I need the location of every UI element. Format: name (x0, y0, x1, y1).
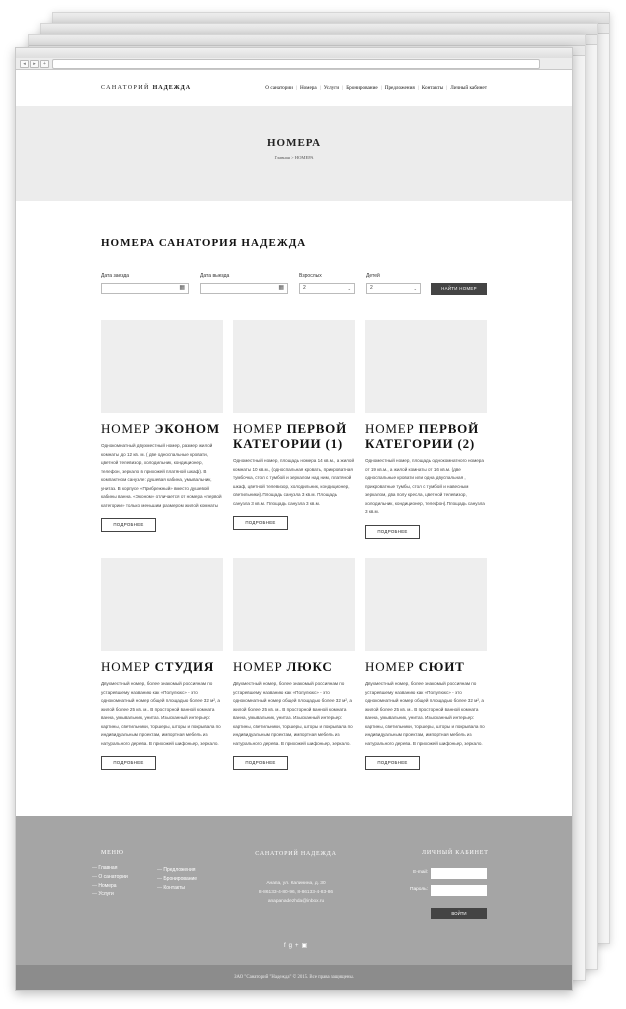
find-room-button[interactable]: НАЙТИ НОМЕР (431, 283, 487, 295)
room-image[interactable] (365, 320, 487, 413)
nav-item-offers[interactable]: Предложения (384, 85, 415, 91)
details-button[interactable]: ПОДРОБНЕЕ (365, 756, 420, 770)
footer-link-services[interactable]: — Услуги (92, 890, 128, 899)
facebook-icon[interactable]: f (284, 943, 289, 949)
email-label: E-mail: (413, 870, 428, 875)
main-nav: О санатории | Номера | Услуги | Бронирование | Предложения | Контакты | Личный кабинет (265, 85, 487, 91)
social-icons (284, 942, 310, 949)
calendar-icon[interactable]: ▦ (278, 285, 284, 291)
page-hero (16, 107, 572, 201)
adults-select[interactable]: 2 ⌄ (299, 283, 355, 294)
nav-item-account[interactable]: Личный кабинет (450, 85, 487, 91)
details-button[interactable]: ПОДРОБНЕЕ (233, 516, 288, 530)
breadcrumb[interactable]: Главная > НОМЕРА (274, 155, 314, 160)
footer-address: Анапа, ул. Калинина, д. 30 (266, 881, 326, 886)
browser-toolbar (16, 58, 572, 70)
copyright-bar: ЗАО "Санаторий "Надежда" © 2015. Все права защищены. (16, 965, 572, 990)
footer-link-contacts[interactable]: — Контакты (157, 884, 197, 893)
room-image[interactable] (101, 558, 223, 651)
room-description: Двухместный номер, более знакомый россиянам по устаревшему названию как «Полулюкс» - это однокомнатный номер общей площадью более 32 м², а жилой более 25 кв. м.. В просторной ванной комната ванна, умывальник, унитаз. Изысканный интерьер: картины, светильники, торшеры, шторы и покрывала по индивидуальным проектам, импортная мебель из натурального дерева. В прихожей шифоньер, зеркало. (233, 681, 353, 746)
checkin-date-field[interactable] (101, 283, 189, 294)
footer-link-home[interactable]: — Главная (92, 864, 128, 873)
footer-email[interactable]: anapanadezhda@inbox.ru (267, 899, 325, 904)
checkin-label: Дата заезда (101, 273, 130, 279)
section-title: НОМЕРА САНАТОРИЯ НАДЕЖДА (101, 237, 307, 249)
nav-item-booking[interactable]: Бронирование (346, 85, 378, 91)
address-bar[interactable] (52, 59, 540, 69)
footer-link-rooms[interactable]: — Номера (92, 882, 128, 891)
details-button[interactable]: ПОДРОБНЕЕ (101, 518, 156, 532)
room-image[interactable] (365, 558, 487, 651)
room-description: Одноместный номер, площадь номера 14 кв.м., а жилой комнаты 10 кв.м., (односпальная кровать, прикроватная тумбочка, стол с тумбой и зеркалом над ним, платяной шкаф, цветной телевизор, холодильник, кондиционер, светильники).Площадь санузла 3 кв.м. Площадь санузла 3 кв.м. Площадь санузла 3 кв.м. (233, 458, 355, 506)
room-card (365, 320, 487, 539)
forward-icon[interactable]: ▸ (30, 60, 39, 68)
nav-item-rooms[interactable]: Номера (299, 85, 317, 91)
login-email-input[interactable] (431, 868, 487, 879)
login-button[interactable]: ВОЙТИ (431, 908, 487, 919)
footer-link-booking[interactable]: — Бронирование (157, 875, 197, 884)
room-description: Однокомнатный двухместный номер, размер жилой комнаты до 12 кв. м. ( две односпальные кровати, цветной телевизор, холодильник, кондиционер, телефон, зеркало в прихожей платяной шкаф). В компактном санузле: душевая кабина, умывальник, унитаз. В корпусе «Прибрежный» вместо душевой кабины ванна. «Эконом» отличается от номера «первой категории» только меньшим размером жилой комнаты (101, 443, 222, 508)
chevron-down-icon: ⌄ (413, 286, 417, 291)
room-description: Двухместный номер, более знакомый россиянам по устаревшему названию как «Полулюкс» - это однокомнатный номер общей площадью более 32 м², а жилой более 25 кв. м.. В просторной ванной комната ванна, умывальник, унитаз. Изысканный интерьер: картины, светильники, торшеры, шторы и покрывала по индивидуальным проектам, импортная мебель из натурального дерева. В прихожей шифоньер, зеркало. (101, 681, 221, 746)
room-title[interactable]: НОМЕР СЮИТ (365, 659, 465, 674)
window-titlebar (16, 48, 572, 58)
room-image[interactable] (101, 320, 223, 413)
room-image[interactable] (233, 320, 355, 413)
footer-menu-col2 (157, 866, 197, 892)
room-description: Одноместный номер, площадь однокомнатного номера от 19 кв.м., а жилой комнаты от 16 кв.м. (две односпальные кровати или одна двуспальная , прикроватные тумбы, стол с тумбой и навесным зеркалом, два полу кресла, цветной телевизор, холодильник, кондиционер, телефон).Площадь санузла 3 кв.м. (365, 458, 485, 514)
login-password-input[interactable] (431, 885, 487, 896)
room-card (365, 558, 487, 770)
instagram-icon[interactable]: ▣ (301, 943, 311, 949)
children-label: Детей (366, 273, 380, 279)
room-card (101, 558, 223, 770)
password-label: Пароль: (410, 887, 428, 892)
browser-window (15, 47, 573, 991)
room-title[interactable]: НОМЕР СТУДИЯ (101, 659, 215, 674)
room-card (233, 558, 355, 770)
room-title[interactable]: НОМЕР ПЕРВОЙ КАТЕГОРИИ (2) (365, 421, 479, 451)
footer-menu-title: МЕНЮ (101, 850, 124, 856)
footer-link-offers[interactable]: — Предложения (157, 866, 197, 875)
checkout-label: Дата выезда (200, 273, 230, 279)
room-card (233, 320, 355, 530)
room-title[interactable]: НОМЕР ПЕРВОЙ КАТЕГОРИИ (1) (233, 421, 347, 451)
google-plus-icon[interactable]: g+ (288, 943, 302, 949)
room-description: Двухместный номер, более знакомый россиянам по устаревшему названию как «Полулюкс» - это однокомнатный номер общей площадью более 32 м², а жилой более 25 кв. м.. В просторной ванной комната ванна, умывальник, унитаз. Изысканный интерьер: картины, светильники, торшеры, шторы и покрывала по индивидуальным проектам, импортная мебель из натурального дерева. В прихожей шифоньер, зеркало. (365, 681, 485, 746)
nav-item-services[interactable]: Услуги (323, 85, 340, 91)
children-select[interactable]: 2 ⌄ (366, 283, 421, 294)
adults-label: Взрослых (299, 273, 322, 279)
back-icon[interactable]: ◂ (20, 60, 29, 68)
footer-phones: 8-86133-4-80-96, 8-86133-4-83-86 (258, 890, 334, 895)
room-title[interactable]: НОМЕР ЛЮКС (233, 659, 333, 674)
site-logo[interactable]: САНАТОРИЙ НАДЕЖДА (101, 85, 192, 91)
details-button[interactable]: ПОДРОБНЕЕ (101, 756, 156, 770)
footer-menu-col1 (92, 864, 128, 899)
site-header (16, 70, 572, 107)
main-content (16, 201, 572, 817)
checkout-date-field[interactable] (200, 283, 288, 294)
footer-cabinet-title: ЛИЧНЫЙ КАБИНЕТ (422, 850, 489, 856)
details-button[interactable]: ПОДРОБНЕЕ (233, 756, 288, 770)
details-button[interactable]: ПОДРОБНЕЕ (365, 525, 420, 539)
page-title: НОМЕРА (266, 137, 322, 149)
footer-center-title: САНАТОРИЙ НАДЕЖДА (255, 851, 337, 857)
calendar-icon[interactable]: ▦ (179, 285, 185, 291)
chevron-down-icon: ⌄ (347, 286, 351, 291)
footer-link-about[interactable]: — О санатории (92, 873, 128, 882)
room-card (101, 320, 223, 532)
nav-item-contacts[interactable]: Контакты (421, 85, 444, 91)
room-image[interactable] (233, 558, 355, 651)
nav-item-about[interactable]: О санатории (265, 85, 293, 91)
room-title[interactable]: НОМЕР ЭКОНОМ (101, 421, 220, 436)
new-tab-icon[interactable]: + (40, 60, 49, 68)
